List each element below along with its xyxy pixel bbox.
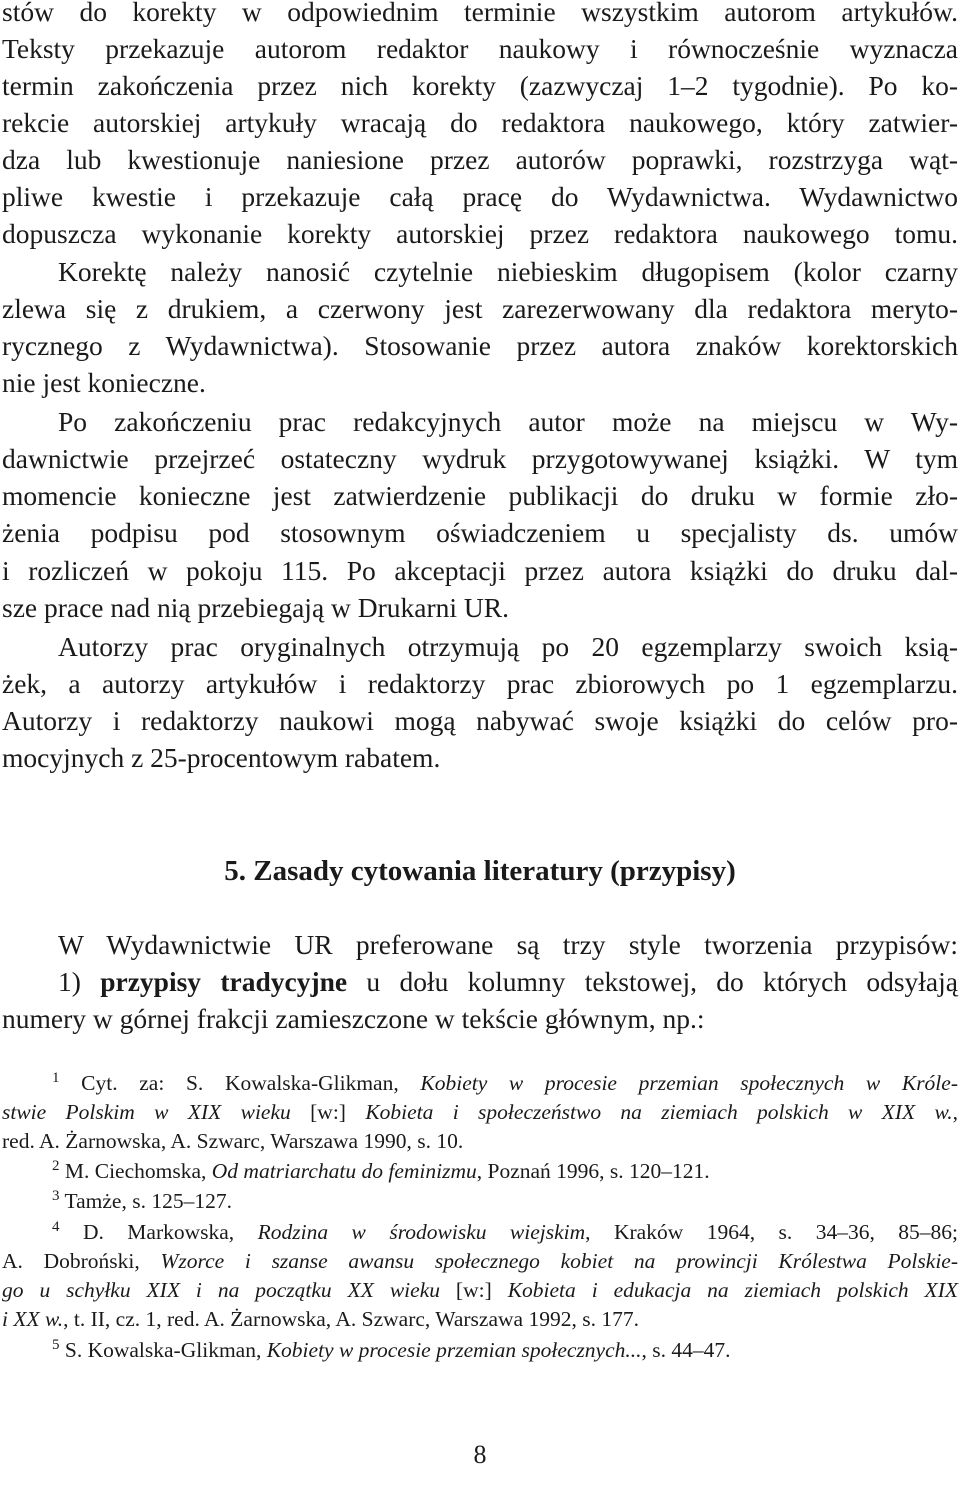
para5-line1: W Wydawnictwie UR preferowane są trzy style tworzenia przypisów: xyxy=(58,929,958,960)
list-number: 1) xyxy=(58,966,101,997)
para3-line3: momencie konieczne jest zatwierdzenie publikacji do druku w formie zło- xyxy=(2,480,958,511)
para1-line5: dza lub kwestionuje naniesione przez autorów poprawki, rozstrzyga wąt- xyxy=(2,144,958,175)
footnote-text: S. Kowalska-Glikman, xyxy=(59,1338,267,1362)
para3-line5: i rozliczeń w pokoju 115. Po akceptacji przez autora książki do druku dal- xyxy=(2,555,958,586)
para1-line7: dopuszcza wykonanie korekty autorskiej przez redaktora naukowego tomu. xyxy=(2,218,958,249)
para1-line4: rekcie autorskiej artykuły wracają do redaktora naukowego, który zatwier- xyxy=(2,107,958,138)
para3-line4: żenia podpisu pod stosownym oświadczeniem u specjalisty ds. umów xyxy=(2,517,958,548)
para1-line6: pliwe kwestie i przekazuje całą pracę do Wydawnictwa. Wydawnictwo xyxy=(2,181,958,212)
footnote-5 xyxy=(52,1337,958,1364)
para2-line2: zlewa się z drukiem, a czerwony jest zarezerwowany dla redaktora meryto- xyxy=(2,293,958,324)
para5-line3: numery w górnej frakcji zamieszczone w tekście głównym, np.: xyxy=(2,1003,705,1034)
footnote-2 xyxy=(52,1158,958,1185)
footnote-italic: go u schyłku XIX i na początku XX wieku xyxy=(2,1278,440,1302)
footnote-text: , xyxy=(952,1100,959,1124)
para3-line6: sze prace nad nią przebiegają w Drukarni UR. xyxy=(2,592,509,623)
para3-line1: Po zakończeniu prac redakcyjnych autor może na miejscu w Wy- xyxy=(58,406,958,437)
footnote-3 xyxy=(52,1188,958,1215)
footnote-text: , s. 44–47. xyxy=(641,1338,731,1362)
footnote-1-line1 xyxy=(52,1070,958,1097)
section-title: Zasady cytowania literatury (przypisy) xyxy=(253,855,736,887)
para2-line1: Korektę należy nanosić czytelnie niebieskim długopisem (kolor czarny xyxy=(58,256,958,287)
footnote-number: 2 xyxy=(52,1157,60,1174)
para5-line2-rest: u dołu kolumny tekstowej, do których odsyłają xyxy=(347,966,958,997)
para4-line4: mocyjnych z 25-procentowym rabatem. xyxy=(2,742,441,773)
footnote-4-line2 xyxy=(2,1248,958,1275)
page-number: 8 xyxy=(473,1440,487,1469)
footnote-italic: Kobieta i edukacja na ziemiach polskich XIX xyxy=(507,1278,958,1302)
footnote-text: , Poznań 1996, s. 120–121. xyxy=(476,1159,710,1183)
footnote-italic: Kobiety w procesie przemian społecznych... xyxy=(266,1338,642,1362)
footnote-number: 3 xyxy=(52,1187,60,1204)
footnote-italic: Kobiety w procesie przemian społecznych w Króle- xyxy=(420,1071,958,1095)
footnote-text: [w:] xyxy=(439,1278,508,1302)
footnote-1-line3: red. A. Żarnowska, A. Szwarc, Warszawa 1990, s. 10. xyxy=(2,1129,464,1153)
footnote-italic: i XX w. xyxy=(2,1307,64,1331)
footnote-number: 5 xyxy=(52,1336,60,1353)
footnote-text: A. Dobroński, xyxy=(2,1249,161,1273)
para1-line2: Teksty przekazuje autorom redaktor naukowy i równocześnie wyznacza xyxy=(2,33,958,64)
footnote-text: [w:] xyxy=(290,1100,366,1124)
para1-line1: stów do korekty w odpowiednim terminie wszystkim autorom artykułów. xyxy=(2,0,958,27)
footnote-1-line2 xyxy=(2,1099,958,1126)
footnote-italic: Kobieta i społeczeństwo na ziemiach polskich w XIX w. xyxy=(365,1100,953,1124)
footnote-italic: stwie Polskim w XIX wieku xyxy=(2,1100,291,1124)
footnote-italic: Od matriarchatu do feminizmu xyxy=(211,1159,477,1183)
footnote-text: D. Markowska, xyxy=(59,1220,258,1244)
para4-line3: Autorzy i redaktorzy naukowi mogą nabywać swoje książki do celów pro- xyxy=(2,705,958,736)
footnote-text: , Kraków 1964, s. 34–36, 85–86; xyxy=(585,1220,958,1244)
para3-line2: dawnictwie przejrzeć ostateczny wydruk przygotowywanej książki. W tym xyxy=(2,443,958,474)
para1-line3: termin zakończenia przez nich korekty (zazwyczaj 1–2 tygodnie). Po ko- xyxy=(2,70,958,101)
footnote-4-line1 xyxy=(52,1219,958,1246)
footnote-italic: Wzorce i szanse awansu społecznego kobiet na prowincji Królestwa Polskie- xyxy=(160,1249,958,1273)
footnote-text: Cyt. za: S. Kowalska-Glikman, xyxy=(59,1071,421,1095)
para2-line3: rycznego z Wydawnictwa). Stosowanie przez autora znaków korektorskich xyxy=(2,330,958,361)
para4-line1: Autorzy prac oryginalnych otrzymują po 20 egzemplarzy swoich ksią- xyxy=(58,631,958,662)
footnote-number: 4 xyxy=(52,1218,60,1235)
section-number: 5. xyxy=(224,855,246,887)
bold-term: przypisy tradycyjne xyxy=(100,966,348,997)
section-heading xyxy=(0,853,960,889)
footnote-4-line3 xyxy=(2,1277,958,1304)
para4-line2: żek, a autorzy artykułów i redaktorzy prac zbiorowych po 1 egzemplarzu. xyxy=(2,668,958,699)
footnote-4-line4 xyxy=(2,1306,958,1333)
footnote-text: , t. II, cz. 1, red. A. Żarnowska, A. Szwarc, Warszawa 1992, s. 177. xyxy=(63,1307,639,1331)
footnote-text: M. Ciechomska, xyxy=(59,1159,212,1183)
para2-line4: nie jest konieczne. xyxy=(2,367,206,398)
para5-line2 xyxy=(58,964,958,1000)
footnote-number: 1 xyxy=(52,1069,60,1086)
footnote-text: Tamże, s. 125–127. xyxy=(59,1189,232,1213)
footnote-italic: Rodzina w środowisku wiejskim xyxy=(257,1220,586,1244)
